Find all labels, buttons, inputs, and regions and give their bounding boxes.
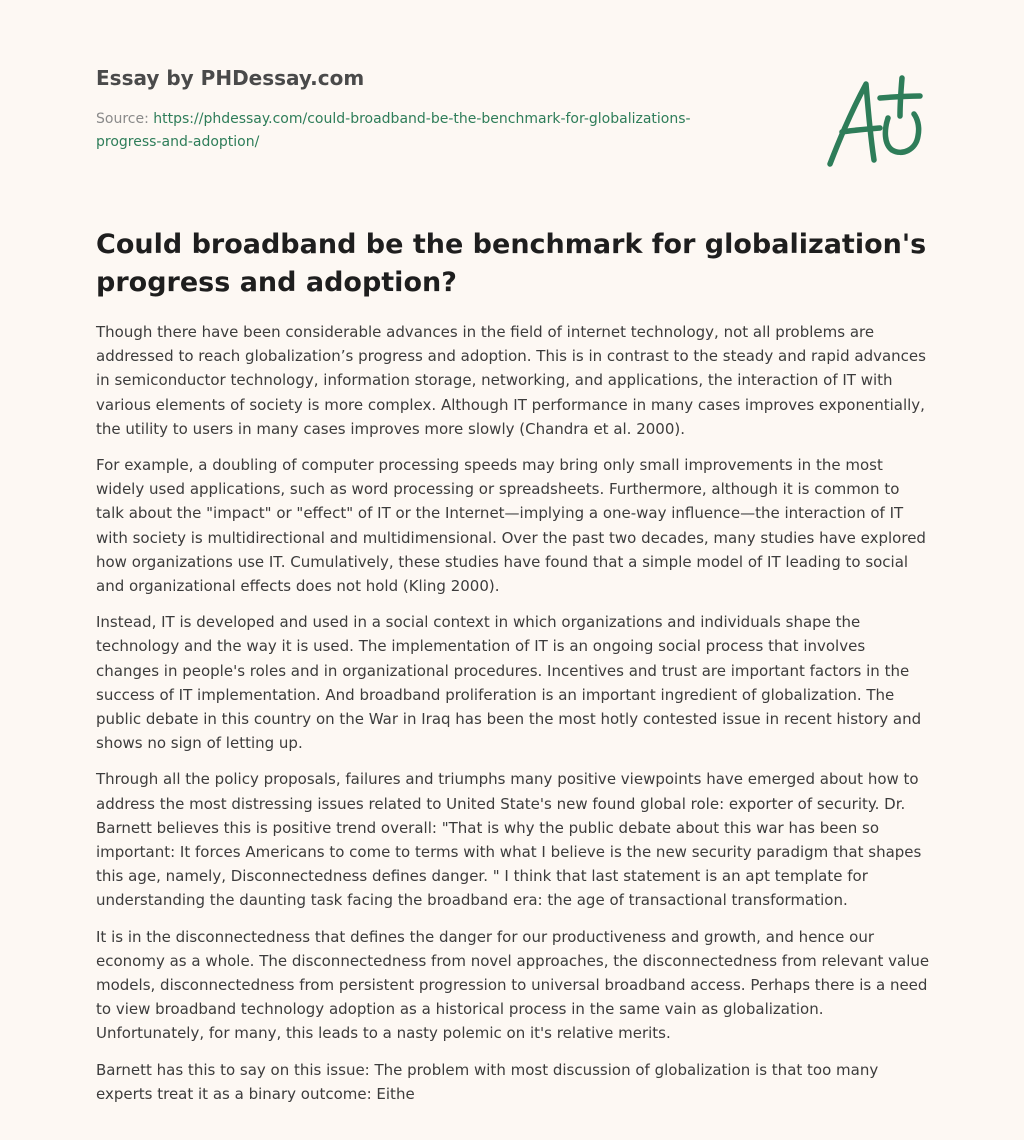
source-line [96, 108, 756, 154]
essay-paragraph: Instead, IT is developed and used in a social context in which organizations and individuals shape the technology and the way it is used. The implementation of IT is an ongoing social process that involves changes in people's roles and in organizational procedures. Incentives and trust are important factors in the success of IT implementation. And broadband proliferation is an important ingredient of globalization. The public debate in this country on the War in Iraq has been the most hotly contested issue in recent history and shows no sign of letting up. [96, 613, 922, 753]
essay-paragraph: Through all the policy proposals, failures and triumphs many positive viewpoints have emerged about how to address the most distressing issues related to United State's new found global role: exporter of security. Dr. Barnett believes this is positive trend overall: "That is why the public debate about this war has been so important: It forces Americans to come to terms with what I believe is the new security paradigm that shapes this age, namely, Disconnectedness defines danger. " I think that last statement is an apt template for understanding the daunting task facing the broadband era: the age of transactional transformation. [96, 770, 922, 910]
essay-paragraph: For example, a doubling of computer processing speeds may bring only small improvements in the most widely used applications, such as word processing or spreadsheets. Furthermore, although it is common to talk about the "impact" or "effect" of IT or the Internet—implying a one-way influence—the interaction of IT with society is multidirectional and multidimensional. Over the past two decades, many studies have explored how organizations use IT. Cumulatively, these studies have found that a simple model of IT leading to social and organizational effects does not hold (Kling 2000). [96, 456, 926, 596]
essay-paragraph: Barnett has this to say on this issue: The problem with most discussion of globalization is that too many experts treat it as a binary outcome: Eithe [96, 1060, 879, 1103]
site-title: Essay by PHDessay.com [96, 66, 365, 90]
essay-paragraph: Though there have been considerable advances in the field of internet technology, not all problems are addressed to reach globalization’s progress and adoption. This is in contrast to the steady and rapid advances in semiconductor technology, information storage, networking, and applications, the interaction of IT with various elements of society is more complex. Although IT performance in many cases improves exponentially, the utility to users in many cases improves more slowly (Chandra et al. 2000). [96, 323, 926, 438]
essay-body [96, 320, 932, 1106]
source-link[interactable]: https://phdessay.com/could-broadband-be-the-benchmark-for-globalizations-progress-and-adoption/ [96, 111, 691, 150]
essay-page [96, 62, 932, 1118]
a-plus-grade-icon [822, 68, 932, 168]
page-header [96, 62, 932, 182]
source-label: Source: [96, 111, 154, 127]
essay-paragraph: It is in the disconnectedness that defines the danger for our productiveness and growth, and hence our economy as a whole. The disconnectedness from novel approaches, the disconnectedness from relevant value models, disconnectedness from persistent progression to universal broadband access. Perhaps there is a need to view broadband technology adoption as a historical process in the same vain as globalization. Unfortunately, for many, this leads to a nasty polemic on it's relative merits. [96, 927, 930, 1043]
essay-title: Could broadband be the benchmark for globalization's progress and adoption? [96, 229, 927, 298]
